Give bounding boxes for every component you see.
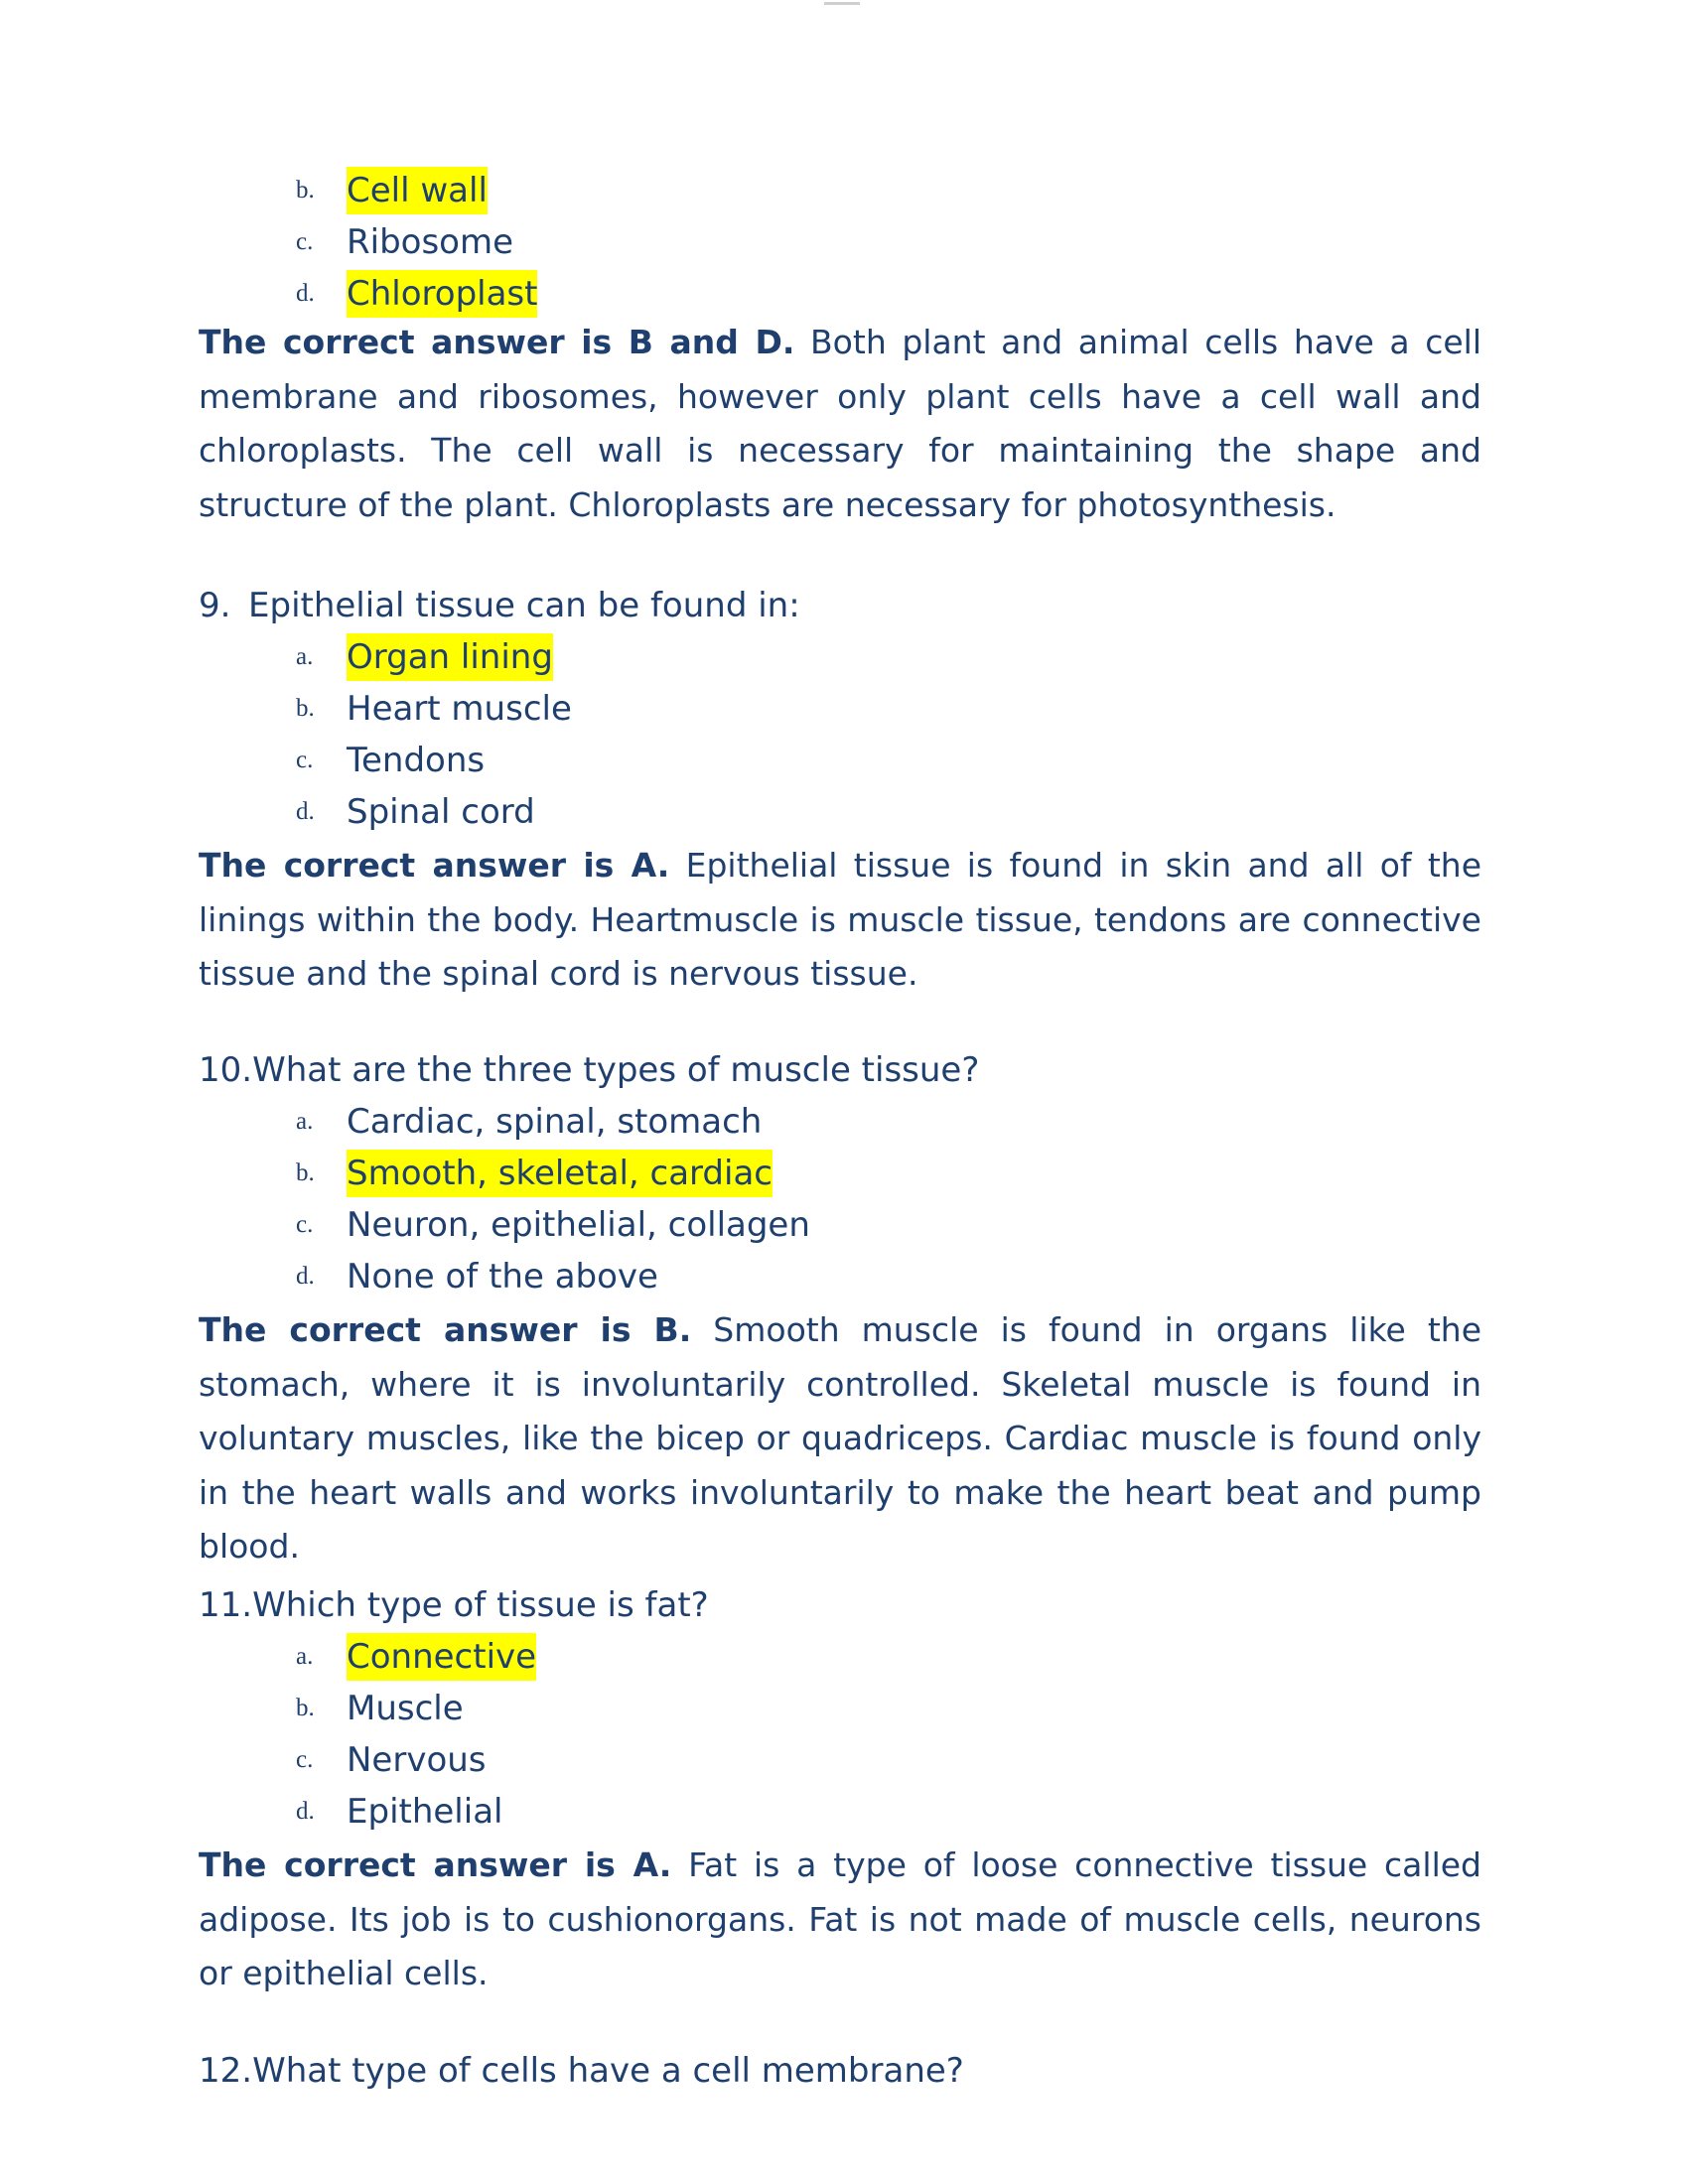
option-letter: a. xyxy=(296,1643,314,1670)
option-text: Tendons xyxy=(347,741,486,780)
question-number: 12. xyxy=(199,2051,253,2091)
question-number: 10. xyxy=(199,1050,253,1090)
q10-explanation xyxy=(199,1303,1481,1574)
q11-question xyxy=(199,1581,709,1629)
option-letter: c. xyxy=(296,228,314,255)
option-text: Nervous xyxy=(347,1740,487,1780)
option-text: Epithelial xyxy=(347,1792,503,1832)
q12-question xyxy=(199,2047,964,2095)
option-text: None of the above xyxy=(347,1257,658,1297)
option-text: Muscle xyxy=(347,1689,464,1728)
option-text: Connective xyxy=(347,1633,536,1681)
option-letter: c. xyxy=(296,1211,314,1238)
question-text: What are the three types of muscle tissue? xyxy=(252,1050,980,1090)
question-text: What type of cells have a cell membrane? xyxy=(252,2051,964,2091)
q8-explanation xyxy=(199,316,1481,532)
question-text: Which type of tissue is fat? xyxy=(252,1585,709,1625)
option-text: Cardiac, spinal, stomach xyxy=(347,1102,763,1142)
header-mark xyxy=(824,2,860,5)
option-letter: b. xyxy=(296,1695,315,1721)
option-text: Spinal cord xyxy=(347,792,535,832)
option-letter: b. xyxy=(296,695,315,722)
option-text: Chloroplast xyxy=(347,270,537,318)
option-letter: d. xyxy=(296,798,315,825)
option-text: Smooth, skeletal, cardiac xyxy=(347,1150,773,1197)
q10-question xyxy=(199,1046,979,1094)
q9-explanation xyxy=(199,839,1481,1002)
option-letter: c. xyxy=(296,1746,314,1773)
answer-text: Both plant and animal cells have a cell membrane and ribosomes, however only plant cells have a cell wall and chloroplasts. The cell wall is necessary for maintaining the shape and structure of the plant. Chloroplasts are necessary for photosynthesis. xyxy=(199,323,1481,524)
answer-lead: The correct answer is A. xyxy=(199,1845,672,1884)
question-number: 9. xyxy=(199,586,231,625)
option-text: Cell wall xyxy=(347,167,488,214)
question-number: 11. xyxy=(199,1585,253,1625)
answer-lead: The correct answer is B and D. xyxy=(199,323,795,361)
answer-lead: The correct answer is B. xyxy=(199,1310,692,1349)
option-text: Neuron, epithelial, collagen xyxy=(347,1205,810,1245)
answer-text: Fat is a type of loose connective tissue called adipose. Its job is to cushionorgans. Fat is not made of muscle cells, neurons or epithelial cells. xyxy=(199,1845,1481,1992)
option-letter: d. xyxy=(296,280,315,307)
answer-text: Smooth muscle is found in organs like the stomach, where it is involuntarily controlled. Skeletal muscle is found in voluntary muscles, like the bicep or quadriceps. Cardiac muscle is found only in the heart walls and works involuntarily to make the heart beat and pump blood. xyxy=(199,1310,1482,1566)
option-letter: d. xyxy=(296,1263,315,1290)
option-letter: b. xyxy=(296,177,315,204)
option-text: Organ lining xyxy=(347,633,553,681)
q11-explanation xyxy=(199,1839,1481,2001)
option-letter: a. xyxy=(296,643,314,670)
option-text: Ribosome xyxy=(347,222,514,262)
option-letter: d. xyxy=(296,1798,315,1825)
question-text: Epithelial tissue can be found in: xyxy=(248,586,800,625)
answer-text: Epithelial tissue is found in skin and all of the linings within the body. Heartmuscle is muscle tissue, tendons are connective tissue and the spinal cord is nervous tissue. xyxy=(199,846,1481,993)
option-text: Heart muscle xyxy=(347,689,572,729)
answer-lead: The correct answer is A. xyxy=(199,846,670,885)
q9-question xyxy=(199,582,800,629)
option-letter: c. xyxy=(296,747,314,773)
option-letter: a. xyxy=(296,1108,314,1135)
option-letter: b. xyxy=(296,1160,315,1186)
